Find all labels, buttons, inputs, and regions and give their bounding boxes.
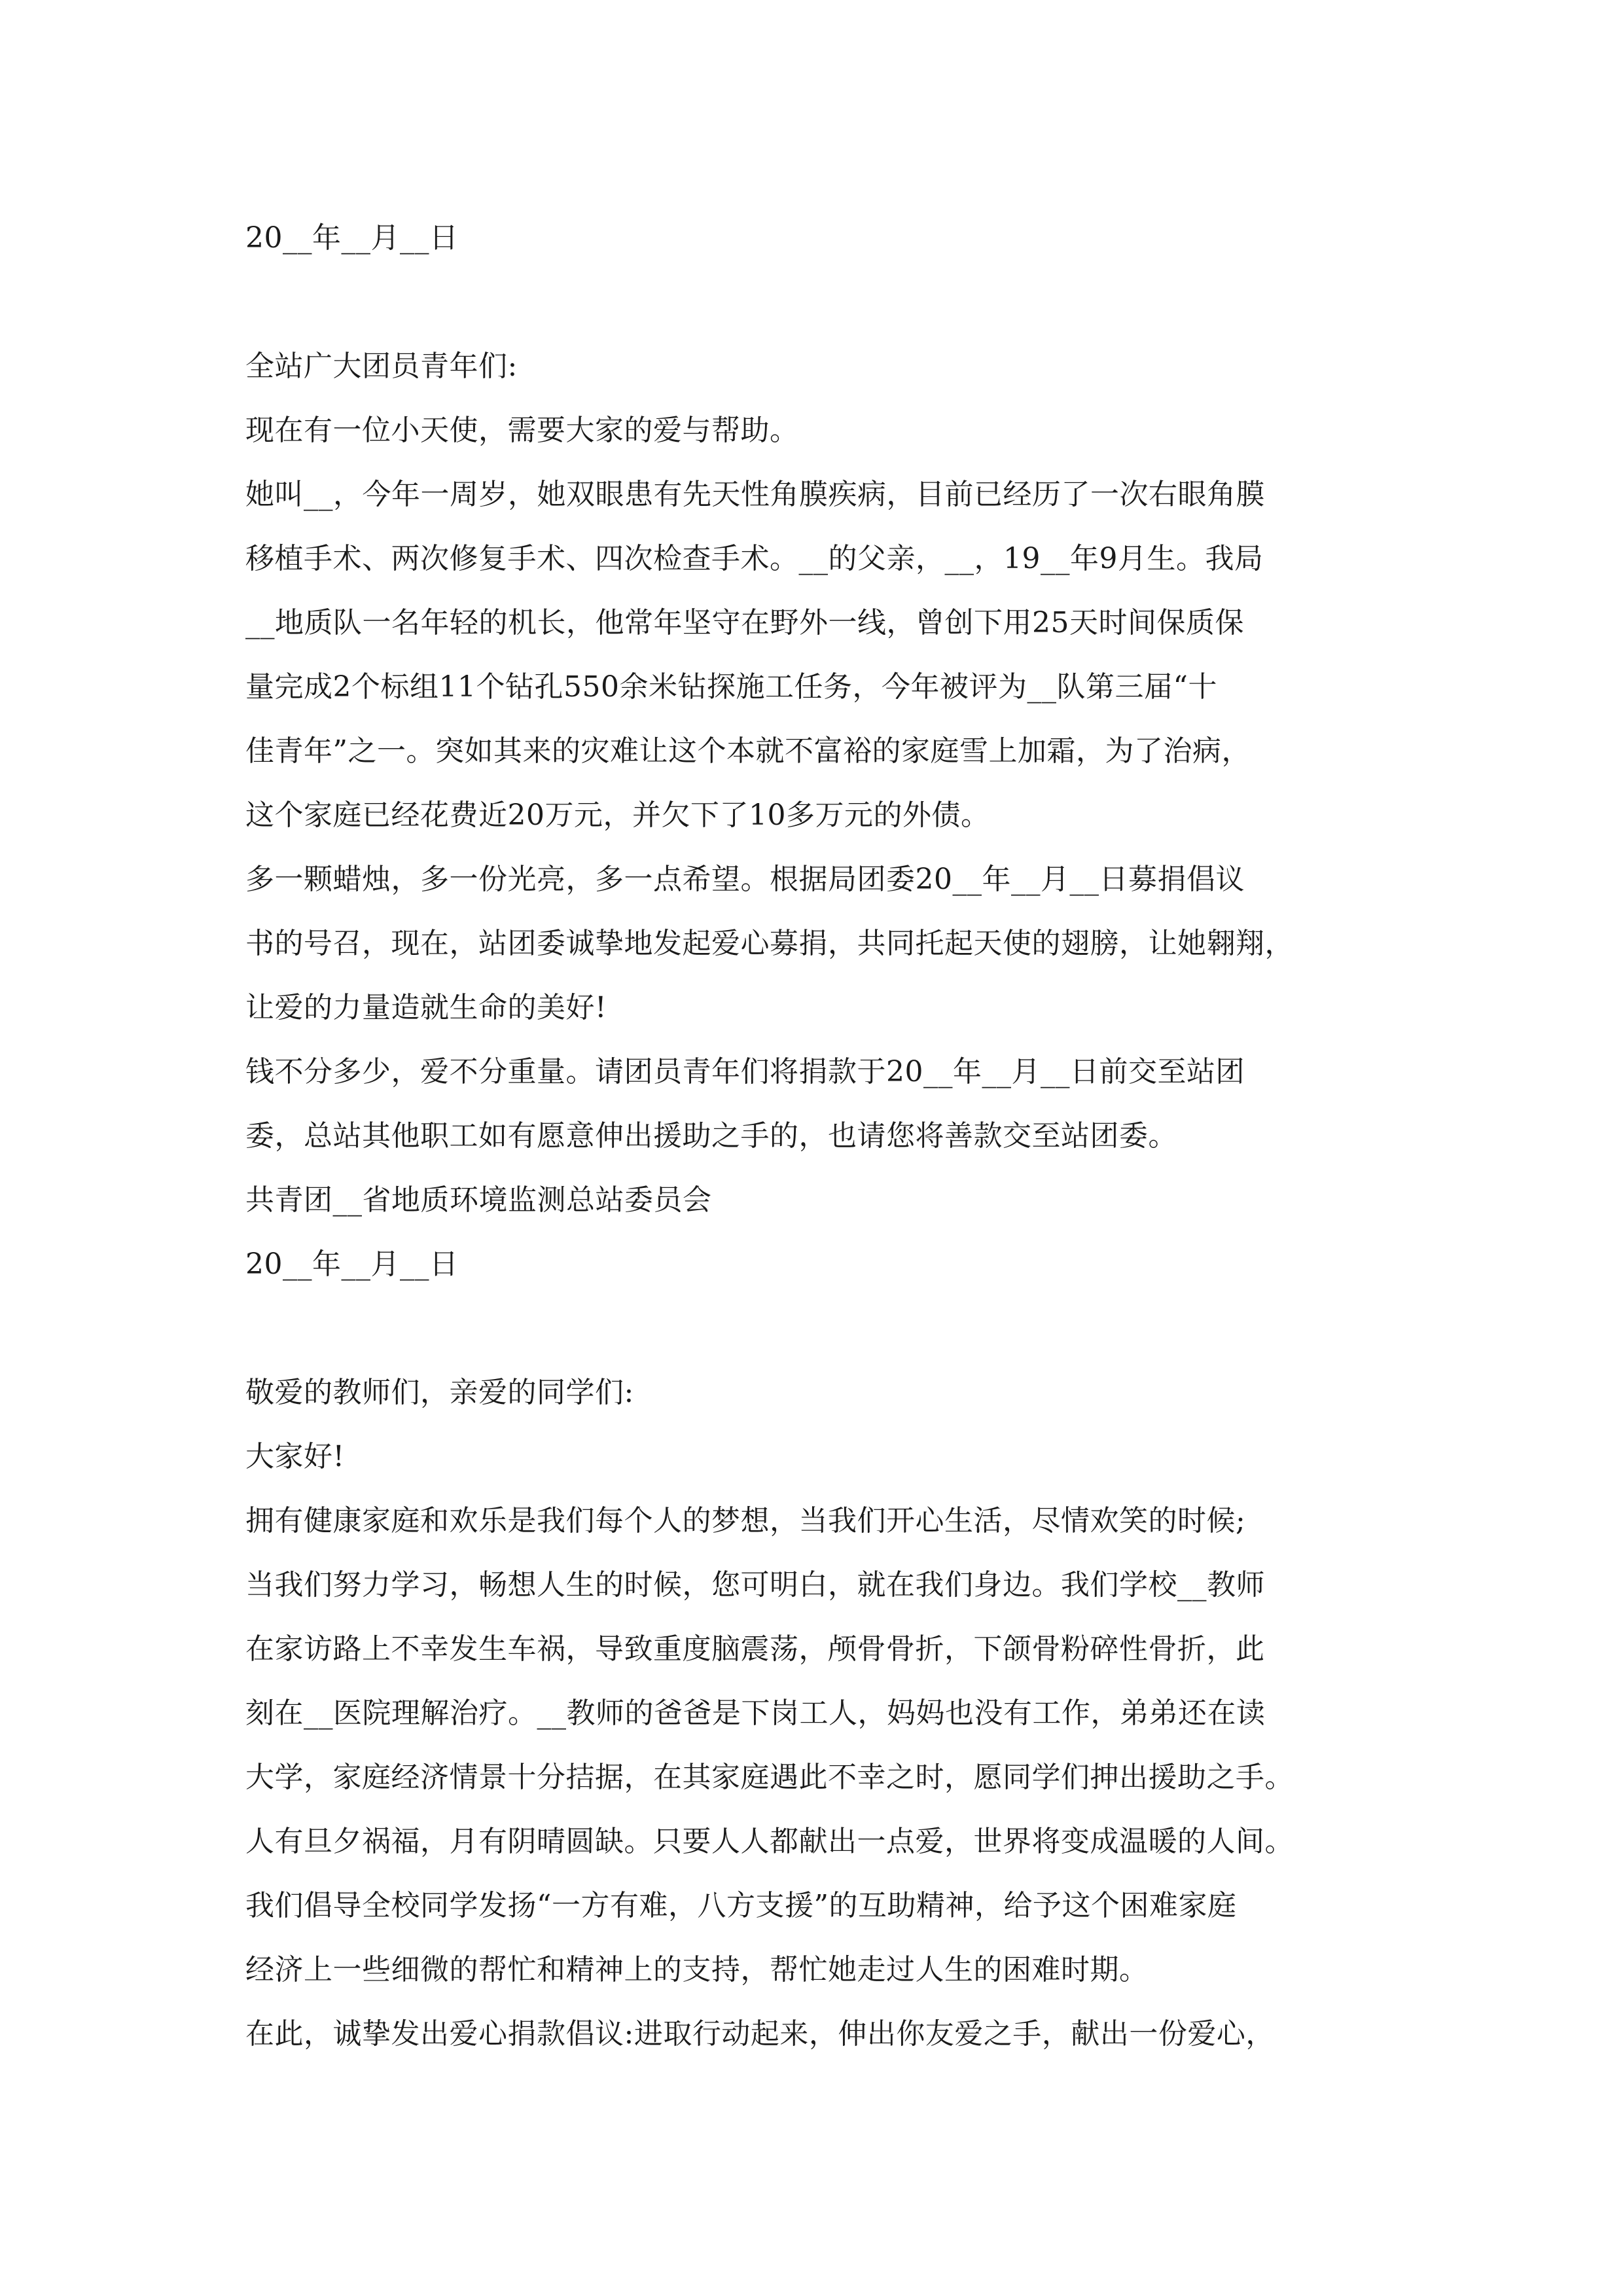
paragraph-line: 在家访路上不幸发生车祸，导致重度脑震荡，颅骨骨折，下颌骨粉碎性骨折，此 <box>245 1632 1265 1666</box>
date-line: 20__年__月__日 <box>245 221 459 255</box>
salutation-line: 全站广大团员青年们: <box>245 350 518 383</box>
paragraph-line: 移植手术、两次修复手术、四次检查手术。__的父亲，__，19__年9月生。我局 <box>245 542 1264 575</box>
document-body <box>245 206 1397 2066</box>
paragraph-line: 在此，诚挚发出爱心捐款倡议:进取行动起来，伸出你友爱之手，献出一份爱心， <box>245 2017 1275 2051</box>
paragraph-line: 书的号召，现在，站团委诚挚地发起爱心募捐，共同托起天使的翅膀，让她翱翔， <box>245 927 1294 960</box>
paragraph-line: 拥有健康家庭和欢乐是我们每个人的梦想，当我们开心生活，尽情欢笑的时候; <box>245 1504 1246 1537</box>
paragraph-line: __地质队一名年轻的机长，他常年坚守在野外一线，曾创下用25天时间保质保 <box>245 606 1244 639</box>
signature-line: 共青团__省地质环境监测总站委员会 <box>245 1183 712 1217</box>
paragraph-line: 当我们努力学习，畅想人生的时候，您可明白，就在我们身边。我们学校__教师 <box>245 1568 1265 1602</box>
paragraph-line: 多一颗蜡烛，多一份光亮，多一点希望。根据局团委20__年__月__日募捐倡议 <box>245 863 1245 896</box>
paragraph-line: 让爱的力量造就生命的美好! <box>245 991 607 1024</box>
paragraph-line: 佳青年”之一。突如其来的灾难让这个本就不富裕的家庭雪上加霜，为了治病， <box>245 734 1251 768</box>
paragraph-line: 刻在__医院理解治疗。__教师的爸爸是下岗工人，妈妈也没有工作，弟弟还在读 <box>245 1696 1266 1730</box>
salutation-line: 敬爱的教师们，亲爱的同学们: <box>245 1376 634 1409</box>
paragraph-line: 经济上一些细微的帮忙和精神上的支持，帮忙她走过人生的困难时期。 <box>245 1953 1149 1986</box>
blank-line <box>245 1297 1397 1361</box>
paragraph-line: 她叫__，今年一周岁，她双眼患有先天性角膜疾病，目前已经历了一次右眼角膜 <box>245 478 1265 511</box>
paragraph-line: 大学，家庭经济情景十分拮据，在其家庭遇此不幸之时，愿同学们抻出援助之手。 <box>245 1761 1294 1794</box>
paragraph-line: 大家好! <box>245 1440 345 1473</box>
paragraph-line: 这个家庭已经花费近20万元，并欠下了10多万元的外债。 <box>245 798 990 832</box>
paragraph-line: 钱不分多少，爱不分重量。请团员青年们将捐款于20__年__月__日前交至站团 <box>245 1055 1245 1088</box>
paragraph-line: 委，总站其他职工如有愿意伸出援助之手的，也请您将善款交至站团委。 <box>245 1119 1177 1153</box>
blank-line <box>245 270 1397 334</box>
paragraph-line: 现在有一位小天使，需要大家的爱与帮助。 <box>245 414 799 447</box>
date-line: 20__年__月__日 <box>245 1247 459 1281</box>
paragraph-line: 人有旦夕祸福，月有阴晴圆缺。只要人人都献出一点爱，世界将变成温暖的人间。 <box>245 1825 1294 1858</box>
paragraph-line: 我们倡导全校同学发扬“一方有难，八方支援”的互助精神，给予这个困难家庭 <box>245 1889 1237 1922</box>
paragraph-line: 量完成2个标组11个钻孔550余米钻探施工任务，今年被评为__队第三届“十 <box>245 670 1217 704</box>
